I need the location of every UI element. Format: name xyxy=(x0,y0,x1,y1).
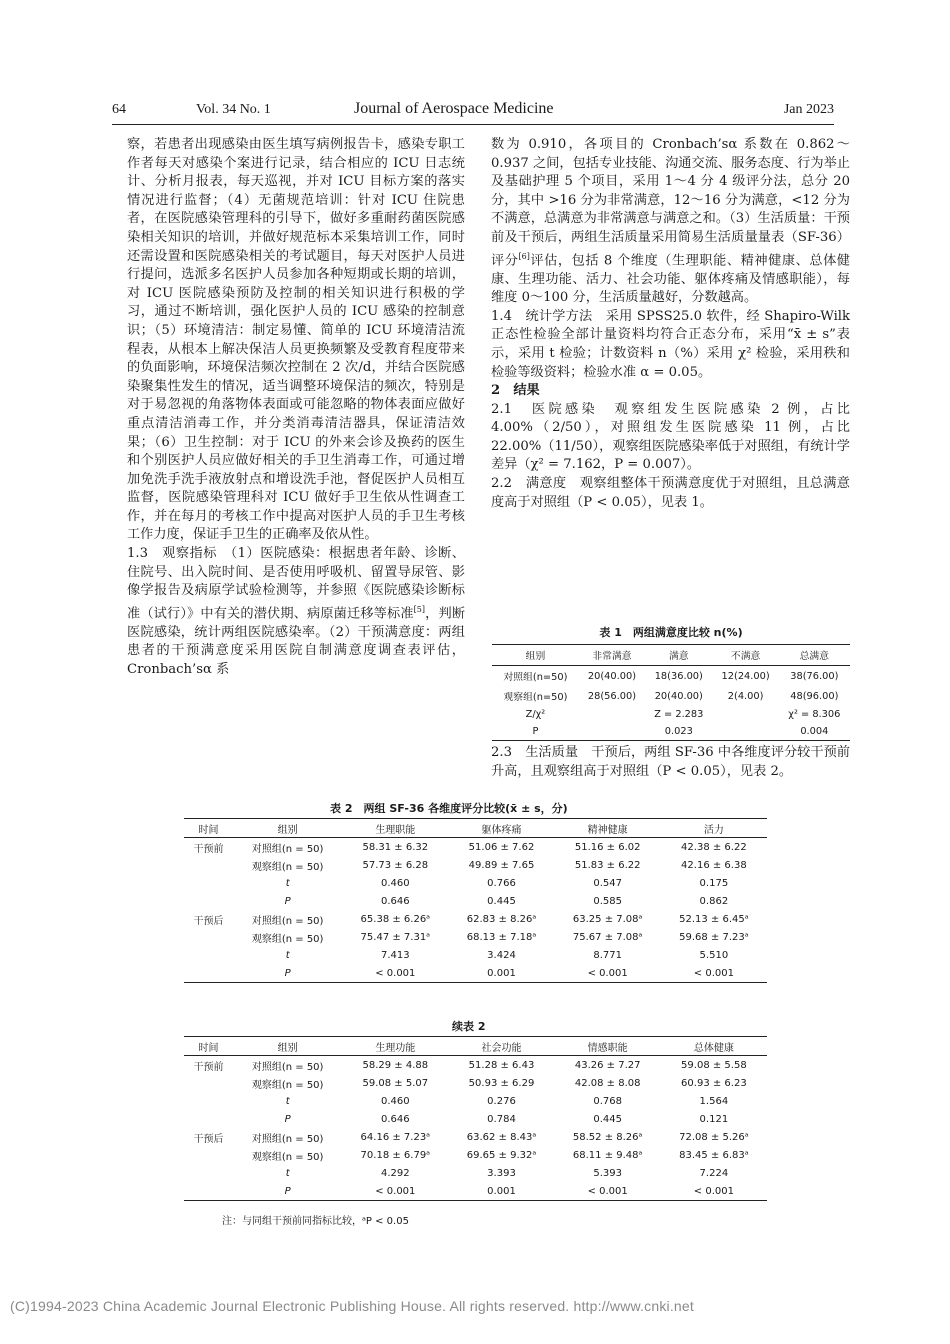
table-cell: 0.004 xyxy=(800,726,829,737)
table-2-caption: 表 2 两组 SF-36 各维度评分比较(x̄ ± s，分) xyxy=(330,802,568,815)
table-row xyxy=(184,1110,767,1128)
table-cell xyxy=(184,856,233,874)
table-cell: 83.45 ± 6.83ᵃ xyxy=(679,1149,749,1161)
table-cell: 51.06 ± 7.62 xyxy=(468,841,535,853)
table-cell: 28(56.00) xyxy=(587,690,637,702)
table-cell: 对照组(n=50) xyxy=(503,672,568,683)
table-header-cell: 时间 xyxy=(198,1042,219,1054)
table-row xyxy=(184,1056,767,1075)
table-cell: < 0.001 xyxy=(693,1185,734,1197)
table-cell: 0.768 xyxy=(593,1095,622,1107)
table-cell: 51.83 ± 6.22 xyxy=(574,859,641,871)
table-cell: 38(76.00) xyxy=(790,670,839,682)
table-row xyxy=(184,946,767,964)
table-cell: P xyxy=(284,967,291,979)
table-row xyxy=(184,1164,767,1182)
left-paragraph-2: 1.3 观察指标 （1）医院感染：根据患者年龄、诊断、住院号、出入院时间、是否使用呼吸机、留置导尿管、影像学报告及病原学试验检测等，并参照《医院感染诊断标准（试行）》中有关的潜伏期、病原菌迁移等标准[5]，判断医院感染，统计两组医院感染率。（2）干预满意度：两组患者的干预满意度采用医院自制满意度调查表评估，Cronbach’sα 系 xyxy=(127,546,466,678)
table-cell: 0.547 xyxy=(593,877,622,889)
right-paragraph-1: 数为 0.910，各项目的 Cronbach’sα 系数在 0.862～0.937 之间，包括专业技能、沟通交流、服务态度、行为举止及基础护理 5 个项目，采用 1～4 分 4 级评分法，总分 20 分，其中 >16 分为非常满意，12～16 分为满意，<12 分为不满意，总满意为非常满意与满意之和。（3）生活质量：干预前及干预后，两组生活质量采用简易生活质量量表（SF-36）评分[6]评估，包括 8 个维度（生理职能、精神健康、总体健康、生理功能、活力、社会功能、躯体疼痛及情感职能），每维度 0～100 分，生活质量越好，分数越高。 xyxy=(491,137,850,306)
table-cell: < 0.001 xyxy=(587,967,628,979)
citation-ref[interactable]: [5] xyxy=(413,604,426,614)
table-cell xyxy=(713,723,779,741)
table-cell: P xyxy=(284,1185,291,1197)
journal-title: Journal of Aerospace Medicine xyxy=(354,100,554,117)
table-header-cell: 活力 xyxy=(703,824,724,836)
table-cell: 7.413 xyxy=(381,949,410,961)
table-cell: 干预后 xyxy=(193,915,224,927)
table-cell: 63.25 ± 7.08ᵃ xyxy=(572,913,643,925)
table-header-cell: 总体健康 xyxy=(693,1042,734,1054)
table-cell: 58.31 ± 6.32 xyxy=(362,841,429,853)
table-cell: 对照组(n = 50) xyxy=(251,843,324,855)
infection-results-paragraph: 2.1 医院感染 观察组发生医院感染 2 例，占比 4.00%（2/50），对照组发生医院感染 11 例，占比 22.00%（11/50），观察组医院感染率低于对照组，有统计学差异（χ² = 7.162，P = 0.007）。 xyxy=(491,401,850,473)
table-cell xyxy=(184,928,233,946)
table-cell: 59.08 ± 5.58 xyxy=(681,1059,747,1071)
left-paragraph-1: 察，若患者出现感染由医生填写病例报告卡，感染专职工作者每天对感染个案进行记录，结合相应的 ICU 日志统计、分析月报表，每天巡视，并对 ICU 目标方案的落实情况进行监督；（4）无菌规范培训：针对 ICU 住院患者，在医院感染管理科的引导下，做好多重耐药菌医院感染相关知识的培训，并做好规范标本采集培训工作，同时还需设置和医院感染相关的考试题目，每天对医护人员进行提问，选派多名医护人员参加各种短期或长期的培训，对 ICU 医院感染预防及控制的相关知识进行积极的学习，通过不断培训，强化医护人员的 ICU 感染的控制意识；（5）环境清洁：制定易懂、简单的 ICU 环境清洁流程表，从根本上解决保洁人员更换频繁及受教育程度带来的负面影响，环境保洁频次控制在 2 次/d，并结合医院感染聚集性发生的情况，适当调整环境保洁的频次，特别是对于易忽视的角落物体表面或可能忽略的物体表面应做好重点清洁消毒工作，并分类消毒清洁器具，保证清洁效果；（6）卫生控制：对于 ICU 的外来会诊及换药的医生和个别医护人员应做好相关的手卫生消毒工作，可通过增加免洗手洗手液放射点和增设洗手池，督促医护人员相互监督，医院感染管理科对 ICU 做好手卫生依从性调查工作，并在每月的考核工作中提高对医护人员的手卫生考核工作力度，保证手卫生的正确率及依从性。 xyxy=(127,137,465,543)
table-cell: 干预后 xyxy=(193,1133,224,1145)
table-cell: 0.445 xyxy=(487,895,516,907)
right-column-lower xyxy=(491,744,850,781)
table-cell: 0.766 xyxy=(487,877,516,889)
table-cell xyxy=(184,1182,233,1201)
table-cell: 52.13 ± 6.45ᵃ xyxy=(679,913,749,925)
table-cell: 20(40.00) xyxy=(654,690,703,702)
table-cell: 0.276 xyxy=(487,1095,516,1107)
table-cell: 观察组(n = 50) xyxy=(251,933,324,945)
table-cell: < 0.001 xyxy=(375,967,416,979)
table-cell xyxy=(579,706,645,723)
table-cell: 观察组(n=50) xyxy=(503,692,568,703)
table-cell: 8.771 xyxy=(593,949,622,961)
left-column xyxy=(127,136,465,680)
table-cell: 观察组(n = 50) xyxy=(251,861,324,873)
volume-issue: Vol. 34 No. 1 xyxy=(196,102,271,117)
table-row xyxy=(184,1182,767,1201)
table-cell xyxy=(184,1092,233,1110)
table-cell: 43.26 ± 7.27 xyxy=(574,1059,641,1071)
table-cell: < 0.001 xyxy=(375,1185,416,1197)
table-cell: 5.510 xyxy=(699,949,729,961)
table-1-caption: 表 1 两组满意度比较 n(%) xyxy=(599,626,743,639)
table-cell: 75.67 ± 7.08ᵃ xyxy=(572,931,643,943)
table-cell: Z/χ² xyxy=(525,709,546,720)
table-cell: P xyxy=(284,1113,291,1125)
table-row xyxy=(184,838,767,857)
table-cell: t xyxy=(285,1167,290,1179)
table-cell: t xyxy=(285,949,290,961)
table-cell: 0.585 xyxy=(593,895,622,907)
table-cell: 0.460 xyxy=(381,1095,410,1107)
table-cell: Z = 2.283 xyxy=(654,709,704,720)
table-cell: 42.38 ± 6.22 xyxy=(681,841,747,853)
page-number: 64 xyxy=(112,102,126,117)
table-row xyxy=(492,706,850,723)
table-row xyxy=(184,1074,767,1092)
table-cell: 5.393 xyxy=(593,1167,622,1179)
stats-methods-paragraph: 1.4 统计学方法 采用 SPSS25.0 软件，经 Shapiro-Wilk 正态性检验全部计量资料均符合正态分布，采用“x̄ ± s”表示，采用 t 检验；计数资料 n（%）采用 χ² 检验，采用秩和检验等级资料；检验水准 α = 0.05。 xyxy=(491,308,850,380)
table-cell: 59.08 ± 5.07 xyxy=(362,1077,429,1089)
table-header-cell: 社会功能 xyxy=(481,1042,522,1054)
table-header-cell: 非常满意 xyxy=(592,651,632,662)
table-cell: 50.93 ± 6.29 xyxy=(468,1077,535,1089)
table-cell xyxy=(184,874,233,892)
table-cell: 7.224 xyxy=(699,1167,729,1179)
table-cell xyxy=(184,964,233,983)
table-cell: 20(40.00) xyxy=(587,670,637,682)
table-row xyxy=(184,892,767,910)
table-header-cell: 躯体疼痛 xyxy=(481,824,522,836)
table-header-cell: 精神健康 xyxy=(587,824,628,836)
copyright-footer: (C)1994-2023 China Academic Journal Electronic Publishing House. All rights reserved. http://www.cnki.net xyxy=(10,1298,694,1314)
table-cell: 0.175 xyxy=(699,877,729,889)
table-cell xyxy=(713,706,779,723)
table-row xyxy=(184,964,767,983)
table-2-continued xyxy=(184,1036,767,1201)
table-cell: 72.08 ± 5.26ᵃ xyxy=(679,1131,749,1143)
issue-date: Jan 2023 xyxy=(783,102,834,117)
table-cell: 68.11 ± 9.48ᵃ xyxy=(572,1149,643,1161)
table-cell: 0.023 xyxy=(664,726,693,737)
table-cell: 58.29 ± 4.88 xyxy=(362,1059,429,1071)
table-cell: 0.001 xyxy=(487,1185,516,1197)
table-cell: P xyxy=(532,726,539,737)
table-cell: 3.424 xyxy=(487,949,516,961)
table-header-cell: 生理职能 xyxy=(375,824,416,836)
table-2 xyxy=(184,818,767,983)
table-cell xyxy=(184,892,233,910)
table-row xyxy=(492,723,850,741)
right-column xyxy=(491,136,850,512)
table-cell: 0.445 xyxy=(593,1113,622,1125)
table-cell xyxy=(184,1110,233,1128)
table-header-cell: 组别 xyxy=(525,651,546,662)
table-row xyxy=(184,874,767,892)
table-header-cell: 时间 xyxy=(198,824,219,836)
table-row xyxy=(184,1092,767,1110)
table-cell xyxy=(579,723,645,741)
table-cell: 70.18 ± 6.79ᵃ xyxy=(360,1149,431,1161)
table-cell: 65.38 ± 6.26ᵃ xyxy=(360,913,431,925)
table-cell xyxy=(184,1146,233,1164)
table-cell: 对照组(n = 50) xyxy=(251,1061,324,1073)
table-cell: 干预前 xyxy=(193,1061,224,1073)
table-row xyxy=(492,666,850,687)
table-cell: 58.52 ± 8.26ᵃ xyxy=(572,1131,643,1143)
table-cell: 4.292 xyxy=(381,1167,410,1179)
table-cell: 0.646 xyxy=(381,895,410,907)
table-row xyxy=(184,1128,767,1146)
table-row xyxy=(184,928,767,946)
table-header-cell: 组别 xyxy=(277,1042,298,1054)
header-rule xyxy=(112,124,834,125)
table-2-continued-caption: 续表 2 xyxy=(452,1020,486,1033)
table-cell: 75.47 ± 7.31ᵃ xyxy=(360,931,431,943)
table-cell: 64.16 ± 7.23ᵃ xyxy=(360,1131,431,1143)
quality-of-life-paragraph: 2.3 生活质量 干预后，两组 SF-36 中各维度评分较干预前升高，且观察组高于对照组（P < 0.05），见表 2。 xyxy=(491,745,850,779)
table-cell: 18(36.00) xyxy=(654,670,703,682)
table-header-cell: 组别 xyxy=(277,824,298,836)
citation-ref[interactable]: [6] xyxy=(518,251,530,261)
table-cell: 68.13 ± 7.18ᵃ xyxy=(466,931,537,943)
table-cell: 48(96.00) xyxy=(790,690,839,702)
table-cell: 63.62 ± 8.43ᵃ xyxy=(466,1131,537,1143)
table-1 xyxy=(492,624,850,741)
table-cell: 12(24.00) xyxy=(721,670,770,682)
table-cell: P xyxy=(284,895,291,907)
table-cell: 42.16 ± 6.38 xyxy=(681,859,747,871)
table-cell: 3.393 xyxy=(487,1167,516,1179)
table-cell: 1.564 xyxy=(699,1095,729,1107)
table-cell: 2(4.00) xyxy=(727,690,764,702)
table-cell: 0.121 xyxy=(699,1113,729,1125)
table-row xyxy=(184,910,767,928)
table-cell: 60.93 ± 6.23 xyxy=(681,1077,747,1089)
table-header-cell: 情感职能 xyxy=(587,1042,628,1054)
table-cell: < 0.001 xyxy=(693,967,734,979)
table-row xyxy=(492,686,850,706)
table-cell: 42.08 ± 8.08 xyxy=(574,1077,641,1089)
running-header xyxy=(112,100,834,124)
table-cell: < 0.001 xyxy=(587,1185,628,1197)
table-header-cell: 总满意 xyxy=(799,651,830,662)
table-cell: 0.001 xyxy=(487,967,516,979)
table-cell: 51.16 ± 6.02 xyxy=(574,841,641,853)
table-cell: 69.65 ± 9.32ᵃ xyxy=(466,1149,537,1161)
table-cell: 0.862 xyxy=(699,895,729,907)
table-row xyxy=(184,856,767,874)
table-cell: 51.28 ± 6.43 xyxy=(468,1059,535,1071)
table-cell xyxy=(184,1074,233,1092)
table-cell: 0.784 xyxy=(487,1113,516,1125)
satisfaction-results-paragraph: 2.2 满意度 观察组整体干预满意度优于对照组，且总满意度高于对照组（P < 0.05），见表 1。 xyxy=(491,476,850,510)
table-cell: 49.89 ± 7.65 xyxy=(468,859,535,871)
table-cell: 观察组(n = 50) xyxy=(251,1151,324,1163)
table-cell: χ² = 8.306 xyxy=(788,709,841,720)
table-header-cell: 生理功能 xyxy=(375,1042,416,1054)
table-cell xyxy=(184,946,233,964)
section-heading-results: 2 结果 xyxy=(491,383,540,399)
table-header-cell: 满意 xyxy=(669,651,689,662)
table-cell: t xyxy=(285,1095,290,1107)
table-cell: 57.73 ± 6.28 xyxy=(362,859,429,871)
table-cell: 干预前 xyxy=(193,843,224,855)
table-cell: 观察组(n = 50) xyxy=(251,1079,324,1091)
table-cell: 0.646 xyxy=(381,1113,410,1125)
table-cell: 59.68 ± 7.23ᵃ xyxy=(679,931,749,943)
table-cell: 0.460 xyxy=(381,877,410,889)
table-row xyxy=(184,1146,767,1164)
table-cell xyxy=(184,1164,233,1182)
table-cell: 对照组(n = 50) xyxy=(251,915,324,927)
table-note: 注：与同组干预前同指标比较，ᵃP < 0.05 xyxy=(222,1216,409,1227)
table-cell: t xyxy=(285,877,290,889)
table-cell: 62.83 ± 8.26ᵃ xyxy=(466,913,537,925)
table-cell: 对照组(n = 50) xyxy=(251,1133,324,1145)
table-header-cell: 不满意 xyxy=(730,651,761,662)
